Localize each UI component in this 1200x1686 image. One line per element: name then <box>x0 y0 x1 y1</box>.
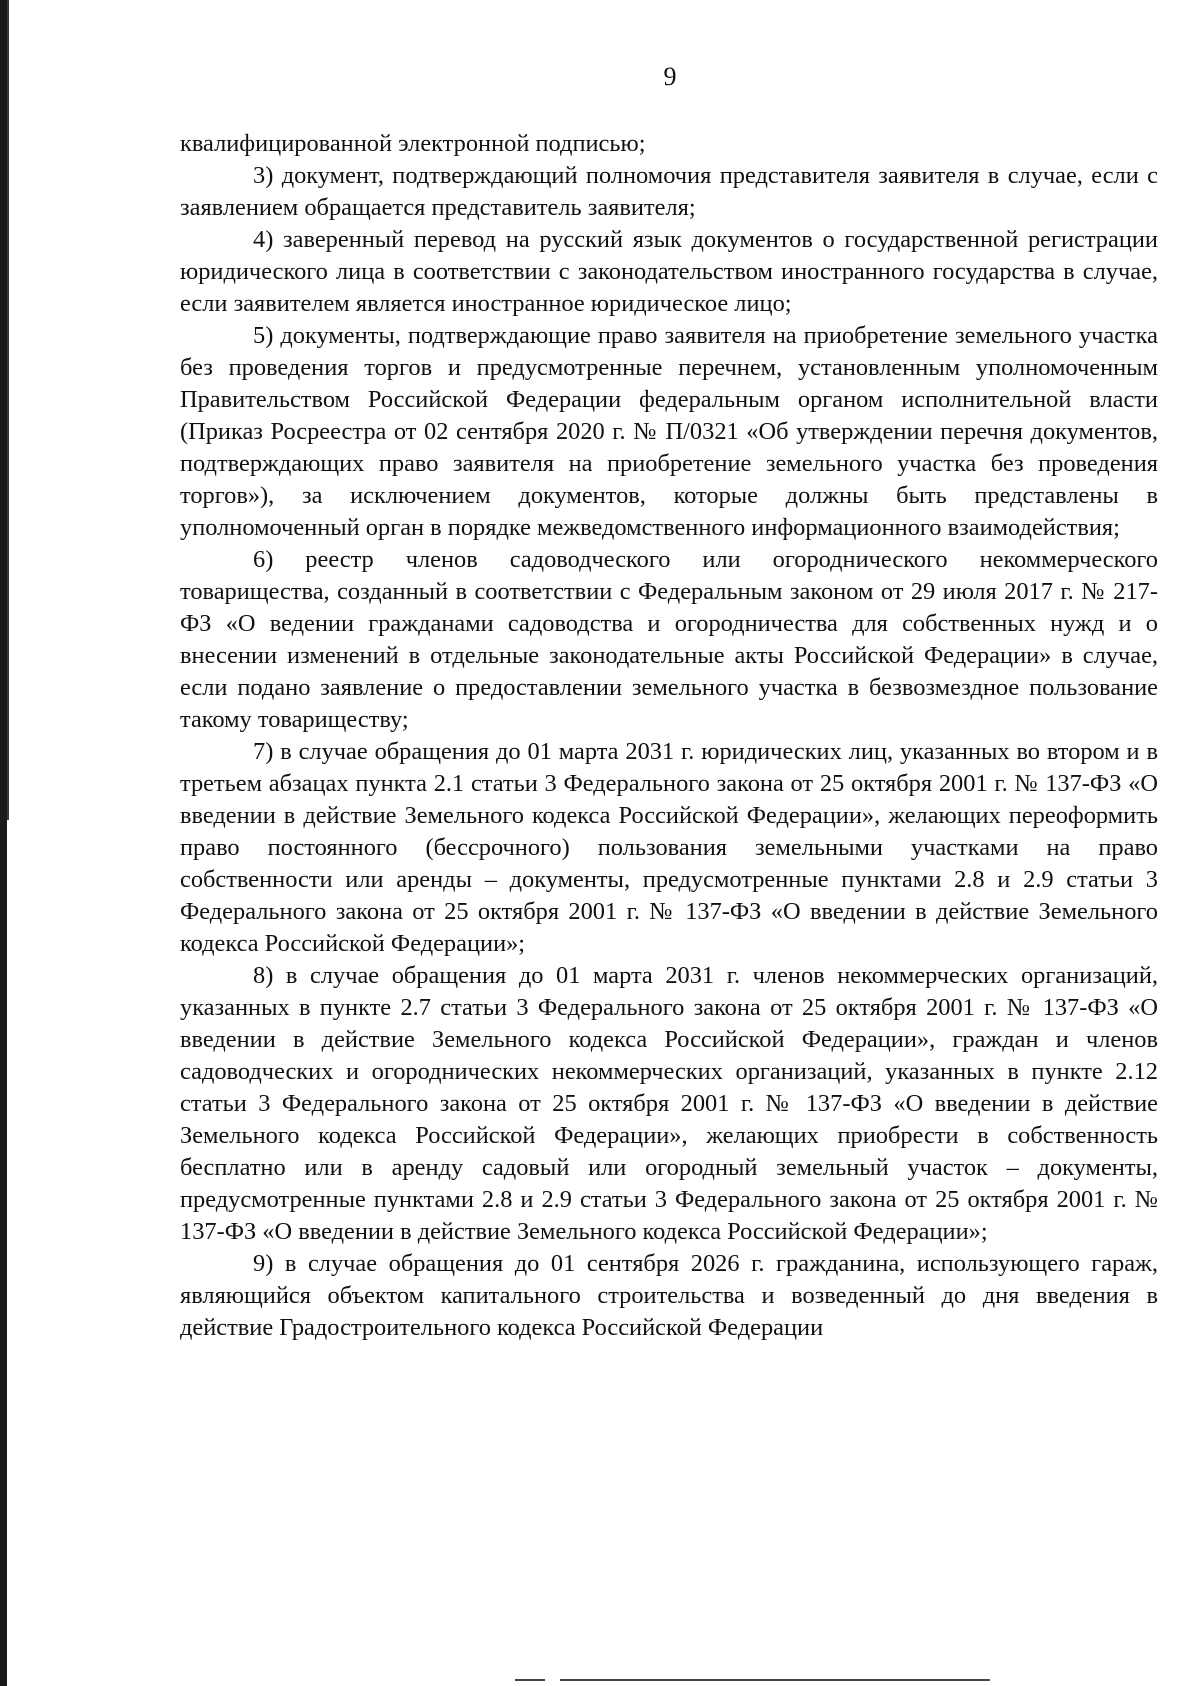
page-number: 9 <box>663 62 677 91</box>
list-item-5: 5) документы, подтверждающие право заявителя на приобретение земельного участка без проведения торгов и предусмотренные перечнем, установленным уполномоченным Правительством Российской Федерации федеральным органом исполнительной власти (Приказ Росреестра от 02 сентября 2020 г. № П/0321 «Об утверждении перечня документов, подтверждающих право заявителя на приобретение земельного участка без проведения торгов»), за исключением документов, которые должны быть представлены в уполномоченный орган в порядке межведомственного информационного взаимодействия; <box>180 322 1158 541</box>
list-item-8: 8) в случае обращения до 01 марта 2031 г. членов некоммерческих организаций, указанных в пункте 2.7 статьи 3 Федерального закона от 25 октября 2001 г. № 137-ФЗ «О введении в действие Земельного кодекса Российской Федерации», граждан и членов садоводческих и огороднических некоммерческих организаций, указанных в пункте 2.12 статьи 3 Федерального закона от 25 октября 2001 г. № 137-ФЗ «О введении в действие Земельного кодекса Российской Федерации», желающих приобрести в собственность бесплатно или в аренду садовый или огородный земельный участок – документы, предусмотренные пунктами 2.8 и 2.9 статьи 3 Федерального закона от 25 октября 2001 г. № 137-ФЗ «О введении в действие Земельного кодекса Российской Федерации»; <box>180 962 1158 1245</box>
list-item-3: 3) документ, подтверждающий полномочия представителя заявителя в случае, если с заявлением обращается представитель заявителя; <box>180 162 1158 221</box>
document-body <box>180 128 1158 1344</box>
scan-border-left-shadow <box>7 0 9 820</box>
paragraph-continuation: квалифицированной электронной подписью; <box>180 130 646 157</box>
footer-rule-short <box>515 1679 545 1681</box>
list-item-4: 4) заверенный перевод на русский язык документов о государственной регистрации юридического лица в соответствии с законодательством иностранного государства в случае, если заявителем является иностранное юридическое лицо; <box>180 226 1158 317</box>
list-item-7: 7) в случае обращения до 01 марта 2031 г. юридических лиц, указанных во втором и в третьем абзацах пункта 2.1 статьи 3 Федерального закона от 25 октября 2001 г. № 137-ФЗ «О введении в действие Земельного кодекса Российской Федерации», желающих переоформить право постоянного (бессрочного) пользования земельными участками на право собственности или аренды – документы, предусмотренные пунктами 2.8 и 2.9 статьи 3 Федерального закона от 25 октября 2001 г. № 137-ФЗ «О введении в действие Земельного кодекса Российской Федерации»; <box>180 738 1158 957</box>
list-item-9: 9) в случае обращения до 01 сентября 2026 г. гражданина, использующего гараж, являющийся объектом капитального строительства и возведенный до дня введения в действие Градостроительного кодекса Российской Федерации <box>180 1250 1158 1341</box>
list-item-6: 6) реестр членов садоводческого или огороднического некоммерческого товарищества, созданный в соответствии с Федеральным законом от 29 июля 2017 г. № 217-ФЗ «О ведении гражданами садоводства и огородничества для собственных нужд и о внесении изменений в отдельные законодательные акты Российской Федерации» в случае, если подано заявление о предоставлении земельного участка в безвозмездное пользование такому товариществу; <box>180 546 1158 733</box>
footer-rule-long <box>560 1679 990 1681</box>
scan-border-left <box>0 0 7 1686</box>
